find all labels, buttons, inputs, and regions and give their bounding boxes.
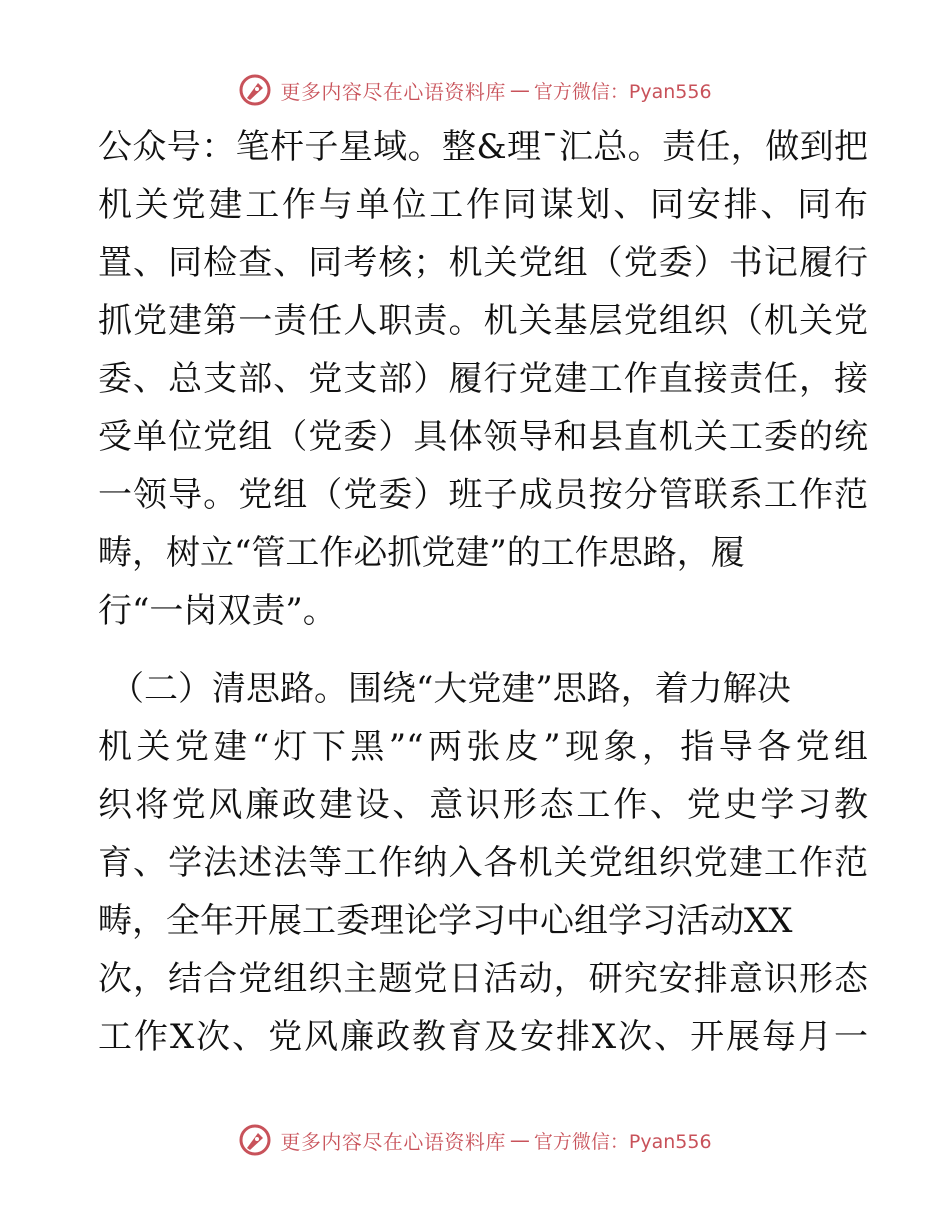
text-line: 畴，树立“管工作必抓党建”的工作思路，履 — [98, 533, 745, 573]
pen-nib-circle-icon — [238, 1123, 272, 1157]
watermark-separator: — — [509, 78, 530, 102]
header-watermark — [0, 70, 950, 110]
text-line: 机关党建工作与单位工作同谋划、同安排、同布 — [98, 185, 868, 225]
text-line: （二）清思路。围绕“大党建”思路，着力解决 — [110, 669, 791, 709]
text-line: 机关党建“灯下黑”“两张皮”现象，指导各党组 — [98, 727, 868, 767]
text-line: 次，结合党组织主题党日活动，研究安排意识形态 — [98, 959, 868, 999]
paragraph-1 — [98, 118, 868, 640]
text-line: 公众号：笔杆子星域。整&理¯汇总。责任，做到把 — [98, 127, 868, 167]
text-line: 织将党风廉政建设、意识形态工作、党史学习教 — [98, 785, 868, 825]
watermark-contact: 官方微信：Pyan556 — [533, 80, 712, 103]
watermark-slogan: 更多内容尽在心语资料库 — [280, 1129, 506, 1154]
text-line: 畴，全年开展工委理论学习中心组学习活动XX — [98, 901, 793, 941]
text-line: 工作X次、党风廉政教育及安排X次、开展每月一 — [98, 1017, 868, 1057]
watermark-separator: — — [509, 1128, 530, 1152]
text-line: 行“一岗双责”。 — [98, 591, 337, 631]
text-line: 委、总支部、党支部）履行党建工作直接责任，接 — [98, 359, 868, 399]
text-line: 育、学法述法等工作纳入各机关党组织党建工作范 — [98, 843, 868, 883]
text-line: 置、同检查、同考核；机关党组（党委）书记履行 — [98, 243, 868, 283]
watermark-contact: 官方微信：Pyan556 — [533, 1130, 712, 1153]
text-line: 受单位党组（党委）具体领导和县直机关工委的统 — [98, 417, 868, 457]
footer-watermark — [0, 1120, 950, 1160]
watermark-slogan: 更多内容尽在心语资料库 — [280, 79, 506, 104]
text-line: 抓党建第一责任人职责。机关基层党组织（机关党 — [98, 301, 868, 341]
text-line: 一领导。党组（党委）班子成员按分管联系工作范 — [98, 475, 868, 515]
pen-nib-circle-icon — [238, 73, 272, 107]
paragraph-2 — [98, 660, 868, 1066]
